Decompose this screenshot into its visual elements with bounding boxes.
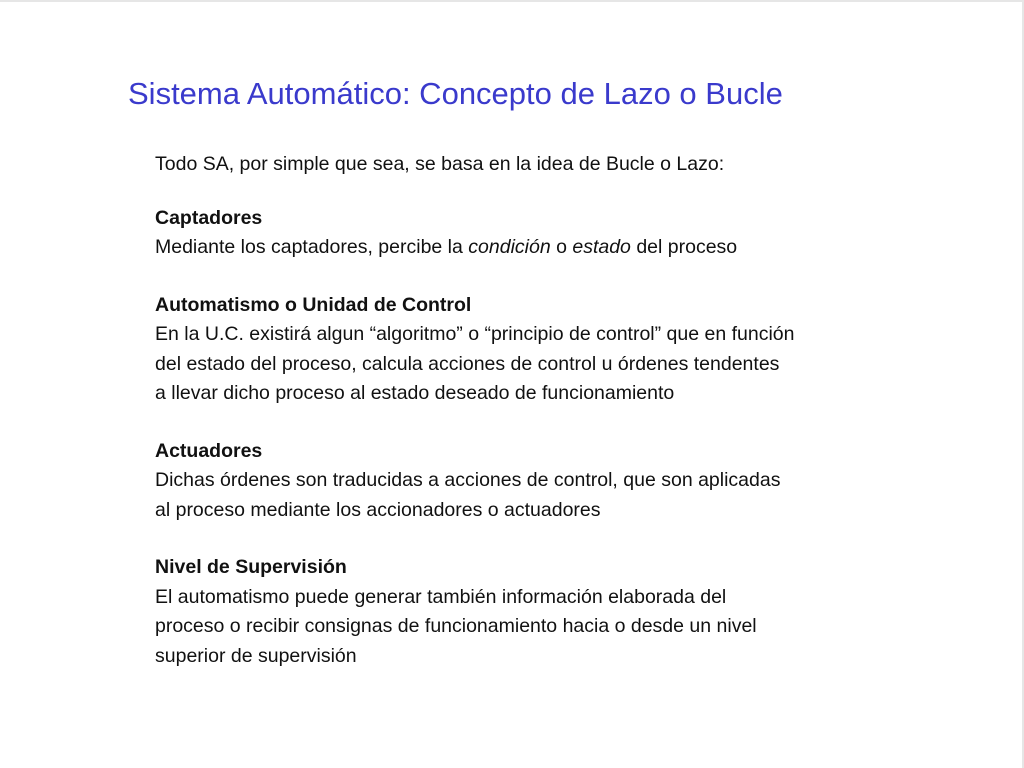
section-body <box>155 233 915 263</box>
slide-border-top <box>0 0 1024 2</box>
section-captadores <box>155 204 915 263</box>
body-text: del proceso <box>630 236 738 258</box>
body-line: En la U.C. existirá algun “algoritmo” o “principio de control” que en función <box>155 323 795 345</box>
body-text: Mediante los captadores, percibe la <box>155 236 469 258</box>
emphasis-text: condición <box>468 236 551 258</box>
intro-text: Todo SA, por simple que sea, se basa en la idea de Bucle o Lazo: <box>155 153 725 175</box>
emphasis-text: estado <box>572 236 631 258</box>
slide-title: Sistema Automático: Concepto de Lazo o Bucle <box>128 76 783 111</box>
slide-content <box>155 150 915 699</box>
section-heading: Automatismo o Unidad de Control <box>155 293 472 316</box>
section-body <box>155 466 915 525</box>
body-line: superior de supervisión <box>155 644 357 667</box>
section-actuadores <box>155 437 915 526</box>
section-nivel-de-supervision <box>155 553 915 671</box>
body-line: El automatismo puede generar también información elaborada del <box>155 585 727 608</box>
body-line: Dichas órdenes son traducidas a acciones de control, que son aplicadas <box>155 469 781 491</box>
body-line: del estado del proceso, calcula acciones de control u órdenes tendentes <box>155 352 780 375</box>
body-line: a llevar dicho proceso al estado deseado de funcionamiento <box>155 382 675 404</box>
section-body <box>155 320 915 409</box>
section-body <box>155 583 915 672</box>
body-text: o <box>550 236 573 258</box>
section-unidad-de-control <box>155 291 915 409</box>
body-line: al proceso mediante los accionadores o actuadores <box>155 498 601 521</box>
section-heading: Captadores <box>155 206 263 229</box>
section-heading: Nivel de Supervisión <box>155 556 347 578</box>
body-line: proceso o recibir consignas de funcionamiento hacia o desde un nivel <box>155 615 757 637</box>
section-heading: Actuadores <box>155 439 263 462</box>
